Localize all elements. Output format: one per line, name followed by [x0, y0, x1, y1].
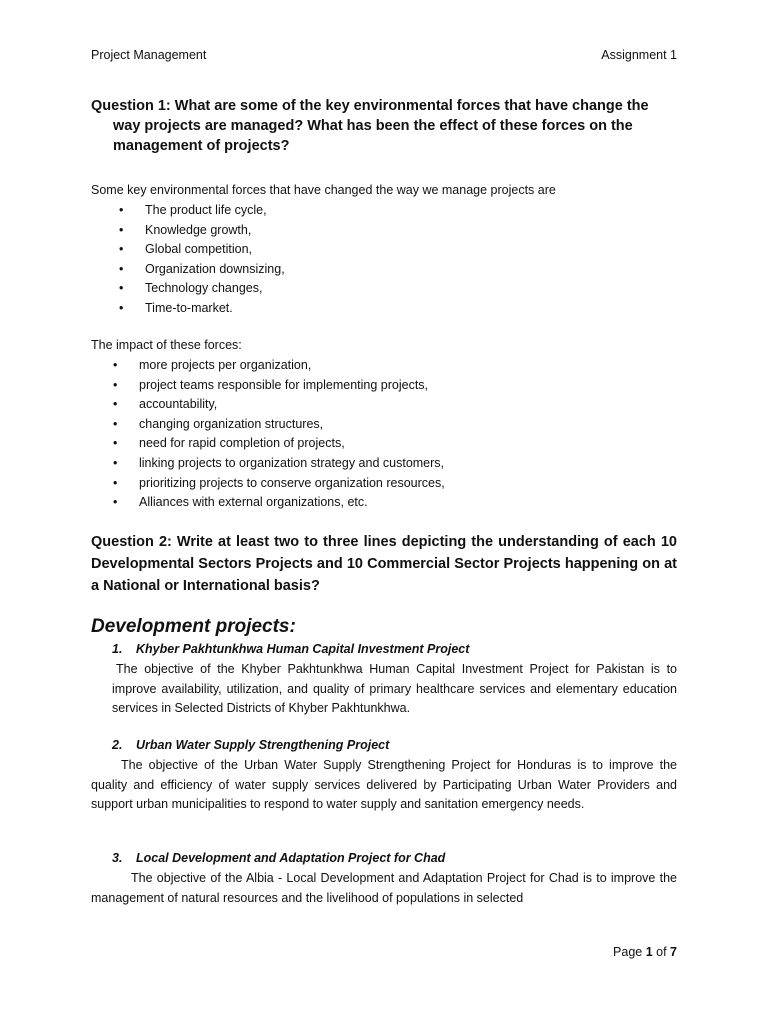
list-item: • Technology changes, [119, 279, 285, 299]
page-footer [613, 945, 677, 959]
list-item: • project teams responsible for implementing projects, [113, 376, 445, 396]
header-assignment-label: Assignment 1 [601, 48, 677, 62]
project-2-description: The objective of the Urban Water Supply Strengthening Project for Honduras is to improve the quality and efficiency of water supply services delivered by Participating Urban Water Providers and support urban municipalities to respond to water supply and sanitation emergency needs. [91, 758, 677, 811]
list-item: • prioritizing projects to conserve organization resources, [113, 474, 445, 494]
impact-list [113, 356, 445, 513]
project-title-text: Urban Water Supply Strengthening Project [136, 738, 390, 752]
list-item: • linking projects to organization strategy and customers, [113, 454, 445, 474]
list-item: • need for rapid completion of projects, [113, 434, 445, 454]
list-item: • Alliances with external organizations, etc. [113, 493, 445, 513]
list-item: • changing organization structures, [113, 415, 445, 435]
list-item: • more projects per organization, [113, 356, 445, 376]
footer-page-total: 7 [670, 945, 677, 959]
forces-list [119, 201, 285, 319]
footer-prefix: Page [613, 945, 646, 959]
list-item: • Time-to-market. [119, 299, 285, 319]
question-1-heading: Question 1: What are some of the key environmental forces that have change the way projects are managed? What has been the effect of these forces on the management of projects? [91, 98, 649, 154]
list-item: • Knowledge growth, [119, 221, 285, 241]
list-item: • The product life cycle, [119, 201, 285, 221]
project-title-text: Khyber Pakhtunkhwa Human Capital Investment Project [136, 642, 470, 656]
page-header [91, 48, 677, 66]
header-course-title: Project Management [91, 48, 207, 62]
project-1-description: The objective of the Khyber Pakhtunkhwa Human Capital Investment Project for Pakistan is to improve availability, utilization, and quality of primary healthcare services and elementary education services in Selected Districts of Khyber Pakhtunkhwa. [112, 662, 677, 715]
footer-of: of [652, 945, 671, 959]
list-item: • Organization downsizing, [119, 260, 285, 280]
project-3-description: The objective of the Albia - Local Development and Adaptation Project for Chad is to improve the management of natural resources and the livelihood of populations in selected [91, 871, 677, 905]
project-2-title [112, 738, 389, 752]
project-number: 2. [112, 738, 123, 752]
project-title-text: Local Development and Adaptation Project for Chad [136, 851, 446, 865]
project-number: 3. [112, 851, 123, 865]
development-projects-title: Development projects: [91, 616, 296, 637]
question-2-heading: Question 2: Write at least two to three lines depicting the understanding of each 10 Developmental Sectors Projects and 10 Commercial Sector Projects happening on at a National or International basis? [91, 534, 677, 594]
footer-page-number: 1 [645, 945, 653, 959]
impact-intro: The impact of these forces: [91, 338, 242, 352]
project-3-title [112, 851, 445, 865]
project-number: 1. [112, 642, 123, 656]
list-item: • Global competition, [119, 240, 285, 260]
project-1-title [112, 642, 469, 656]
forces-intro: Some key environmental forces that have changed the way we manage projects are [91, 183, 556, 197]
list-item: • accountability, [113, 395, 445, 415]
